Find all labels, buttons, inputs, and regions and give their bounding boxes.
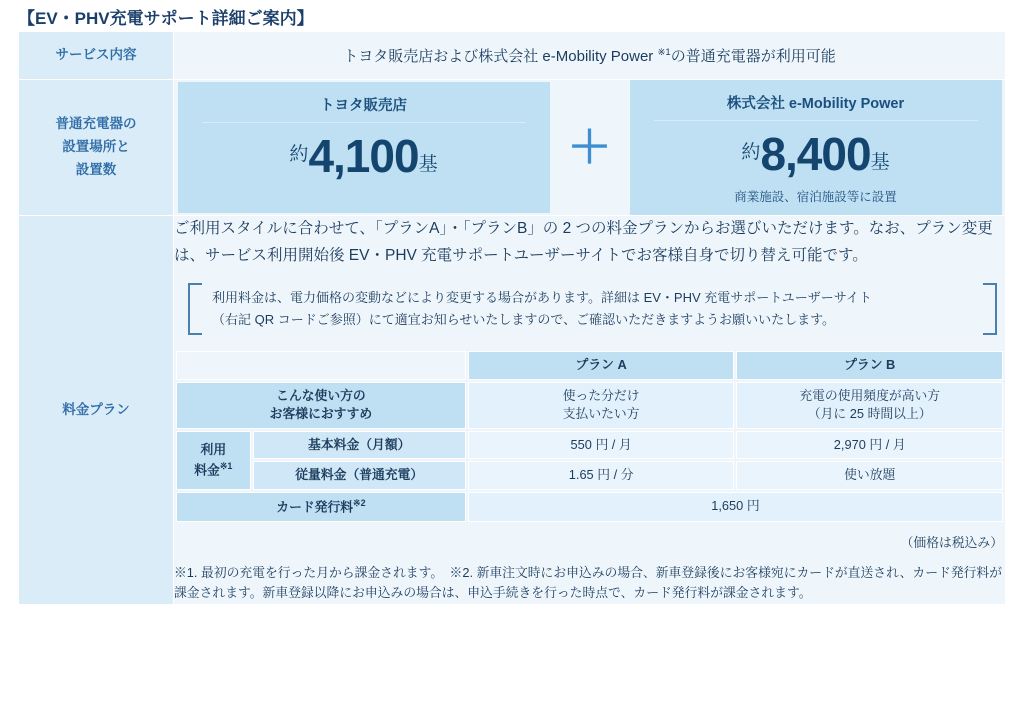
plan-b-recommend-line2: （月に 25 時間以上） (807, 406, 932, 422)
charger-card-emp-unit: 基 (870, 152, 890, 173)
plan-row-label-card-fee-text: カード発行料 (276, 498, 354, 514)
row-label-chargers-line1: 普通充電器の (55, 116, 137, 132)
row-label-chargers-line2: 設置場所と (62, 139, 130, 155)
charger-card-dealer-unit: 基 (418, 154, 438, 175)
plan-card-fee-value: 1,650 円 (468, 492, 1003, 522)
bracket-left-icon (188, 283, 202, 335)
details-table (18, 31, 1006, 605)
bracket-right-icon (983, 283, 997, 335)
row-content-chargers (174, 80, 1006, 216)
service-text-after: の普通充電器が利用可能 (670, 48, 836, 65)
charger-card-emp (630, 80, 1002, 215)
charger-card-dealer-heading: トヨタ販売店 (202, 94, 526, 123)
plan-footnotes: ※1. 最初の充電を行った月から課金されます。 ※2. 新車注文時にお申込みの場合、新車登録後にお客様宛にカードが直送され、カード発行料が課金されます。新車登録以降にお申込みの場合は、申込手続きを行った時点で、カード発行料が課金されます。 (174, 564, 1003, 601)
table-row-plan (19, 216, 1006, 605)
charger-card-emp-prefix: 約 (741, 142, 761, 163)
charger-card-emp-note: 商業施設、宿泊施設等に設置 (734, 190, 897, 204)
row-label-chargers-line3: 設置数 (75, 161, 117, 177)
plan-description: ご利用スタイルに合わせて、「プランA」・「プランB」の 2 つの料金プランからお選びいただけます。なお、プラン変更は、サービス利用開始後 EV・PHV 充電サポートユーザーサイトでお客様自身で切り替え可能です。 (174, 220, 993, 264)
service-footnote-marker: ※1 (657, 47, 671, 58)
charger-card-emp-number: 8,400 (760, 128, 871, 180)
plan-b-usage-fee: 使い放題 (736, 461, 1003, 490)
charger-card-dealer (178, 82, 550, 213)
plan-a-recommend-line2: 支払いたい方 (562, 406, 640, 422)
plan-card-fee-footnote-marker: ※2 (353, 497, 366, 508)
plan-table-header-plan-b: プラン B (736, 351, 1003, 380)
plan-fee-group-label-line2: 料金 (194, 461, 220, 477)
plan-b-recommend (736, 382, 1003, 429)
row-content-plan (174, 216, 1006, 605)
plan-b-recommend-line1: 充電の使用頻度が高い方 (799, 387, 941, 403)
charger-card-dealer-count (188, 130, 540, 182)
charger-card-dealer-number: 4,100 (308, 130, 419, 182)
plan-table-header-plan-a: プラン A (468, 351, 735, 380)
row-label-chargers (19, 80, 174, 216)
plan-row-label-recommend (176, 382, 466, 429)
plan-table-header-empty (176, 351, 466, 380)
plan-bracket-note (186, 283, 999, 335)
page-title: 【EV・PHV充電サポート詳細ご案内】 (18, 9, 314, 28)
plan-fee-group-label (176, 431, 251, 490)
row-label-service: サービス内容 (19, 32, 174, 80)
plan-table-row-card-fee (176, 492, 1003, 522)
plan-row-label-recommend-line2: お客様におすすめ (269, 406, 373, 422)
price-tax-note: （価格は税込み） (900, 534, 1003, 550)
plan-a-usage-fee: 1.65 円 / 分 (468, 461, 735, 490)
service-text-before: トヨタ販売店および株式会社 e-Mobility Power (343, 48, 658, 65)
plan-table-row-recommend (176, 382, 1003, 429)
plan-row-label-recommend-line1: こんな使い方の (276, 387, 366, 403)
row-label-plan: 料金プラン (19, 216, 174, 605)
plan-b-basic-fee: 2,970 円 / 月 (736, 431, 1003, 460)
row-content-service (174, 32, 1006, 80)
plan-table-row-usage-fee (176, 461, 1003, 490)
plan-table-header-row (176, 351, 1003, 380)
plus-operator-icon: ＋ (567, 122, 612, 172)
plan-a-recommend-line1: 使った分だけ (562, 387, 640, 403)
charger-cards (174, 80, 1005, 215)
plan-fee-group-label-line1: 利用 (200, 441, 227, 457)
plan-bracket-note-line1: 利用料金は、電力価格の変動などにより変更する場合があります。詳細は EV・PHV 充電サポートユーザーサイト (212, 290, 872, 306)
plan-row-label-usage-fee: 従量料金（普通充電） (253, 461, 466, 490)
table-row-service (19, 32, 1006, 80)
plan-row-label-card-fee (176, 492, 466, 522)
plan-a-basic-fee: 550 円 / 月 (468, 431, 735, 460)
table-row-chargers (19, 80, 1006, 216)
plan-fee-group-label-line2-wrap (179, 460, 248, 480)
plan-comparison-table (174, 349, 1005, 524)
plan-table-row-basic-fee (176, 431, 1003, 460)
plan-row-label-basic-fee: 基本料金（月額） (253, 431, 466, 460)
plan-bracket-note-line2: （右記 QR コードご参照）にて適宜お知らせいたしますので、ご確認いただきますようお願いいたします。 (212, 312, 836, 328)
plan-fee-group-footnote-marker: ※1 (219, 460, 233, 471)
charger-card-dealer-prefix: 約 (289, 144, 309, 165)
charger-card-emp-heading: 株式会社 e-Mobility Power (654, 92, 978, 121)
plan-a-recommend (468, 382, 735, 429)
charger-card-dealer-note (188, 179, 540, 201)
charger-card-emp-count (640, 128, 992, 180)
